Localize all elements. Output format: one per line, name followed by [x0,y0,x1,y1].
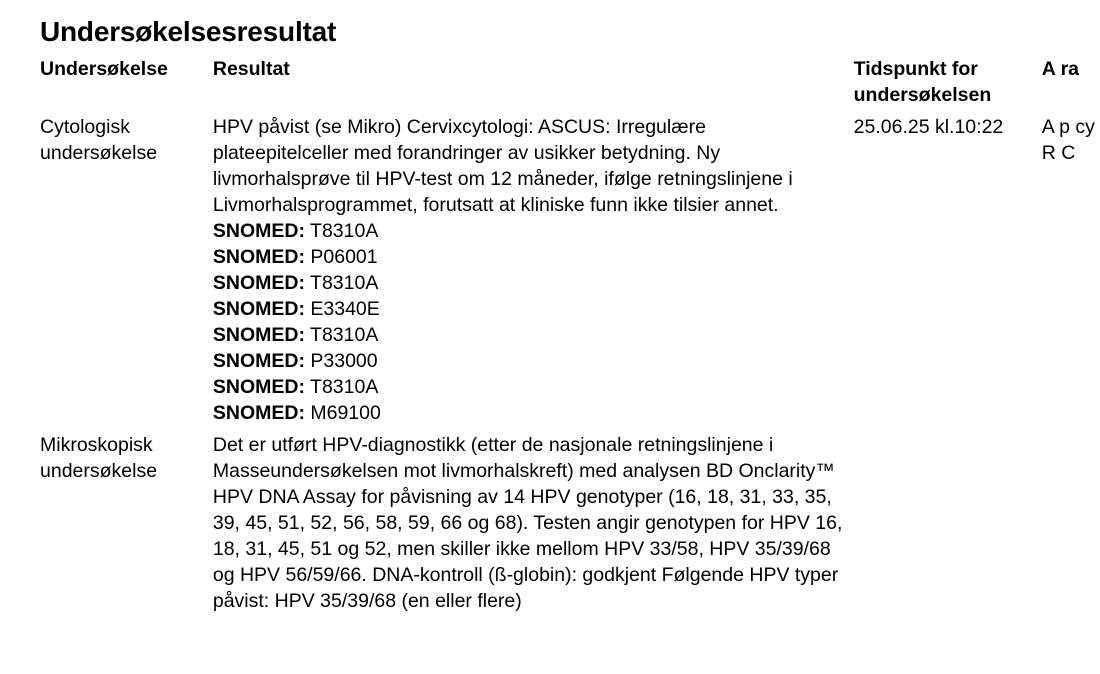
time-cell [854,432,1042,620]
snomed-code: T8310A [310,220,379,242]
snomed-line [213,400,844,426]
snomed-code: T8310A [310,376,379,398]
snomed-line [213,374,844,400]
snomed-label: SNOMED: [212,220,305,242]
snomed-line [213,296,844,322]
page-title: Undersøkelsesresultat [40,16,337,47]
snomed-code: P33000 [310,350,378,372]
header-extra: A ra [1041,58,1080,80]
table-row [40,432,1100,620]
snomed-label: SNOMED: [212,376,305,398]
snomed-label: SNOMED: [212,272,305,294]
snomed-label: SNOMED: [212,298,305,320]
snomed-line [213,244,844,270]
table-row [40,114,1100,432]
snomed-label: SNOMED: [212,324,305,346]
extra-cell [1042,432,1100,620]
exam-cell: Cytologisk undersøkelse [40,116,158,164]
snomed-label: SNOMED: [212,246,305,268]
snomed-code: M69100 [310,402,381,424]
snomed-code: E3340E [310,298,380,320]
result-cell: Det er utført HPV-diagnostikk (etter de nasjonale retningslinjene i Masseundersøkelsen mot livmorhalskreft) med analysen BD Onclarity™ HPV DNA Assay for påvisning av 14 HPV genotyper (16, 18, 31, 33, 35, 39, 45, 51, 52, 56, 58, 59, 66 og 68). Testen angir genotypen for HPV 16, 18, 31, 45, 51 og 52, men skiller ikke mellom HPV 33/58, HPV 35/39/68 og HPV 56/59/66. DNA-kontroll (ß-globin): godkjent Følgende HPV typer påvist: HPV 35/39/68 (en eller flere) [212,434,843,612]
header-time: Tidspunkt for undersøkelsen [853,58,992,106]
header-result: Resultat [212,58,290,80]
snomed-list [213,218,844,426]
exam-cell: Mikroskopisk undersøkelse [40,434,158,482]
snomed-code: P06001 [310,246,378,268]
table-header-row [40,56,1100,114]
report-page [40,14,1100,620]
snomed-line [213,322,844,348]
snomed-code: T8310A [310,272,379,294]
time-cell: 25.06.25 kl.10:22 [853,116,1004,138]
header-exam: Undersøkelse [40,58,168,80]
snomed-line [213,270,844,296]
snomed-line [213,348,844,374]
results-table [40,56,1100,620]
result-cell [213,114,854,432]
snomed-label: SNOMED: [212,350,305,372]
snomed-line [213,218,844,244]
snomed-label: SNOMED: [212,402,305,424]
extra-cell: A p cy R C [1041,116,1095,164]
snomed-code: T8310A [310,324,379,346]
result-text: HPV påvist (se Mikro) Cervixcytologi: ASCUS: Irregulære plateepitelceller med forandringer av usikker betydning. Ny livmorhalsprøve til HPV-test om 12 måneder, ifølge retningslinjene i Livmorhalsprogrammet, forutsatt at kliniske funn ikke tilsier annet. [212,116,793,216]
